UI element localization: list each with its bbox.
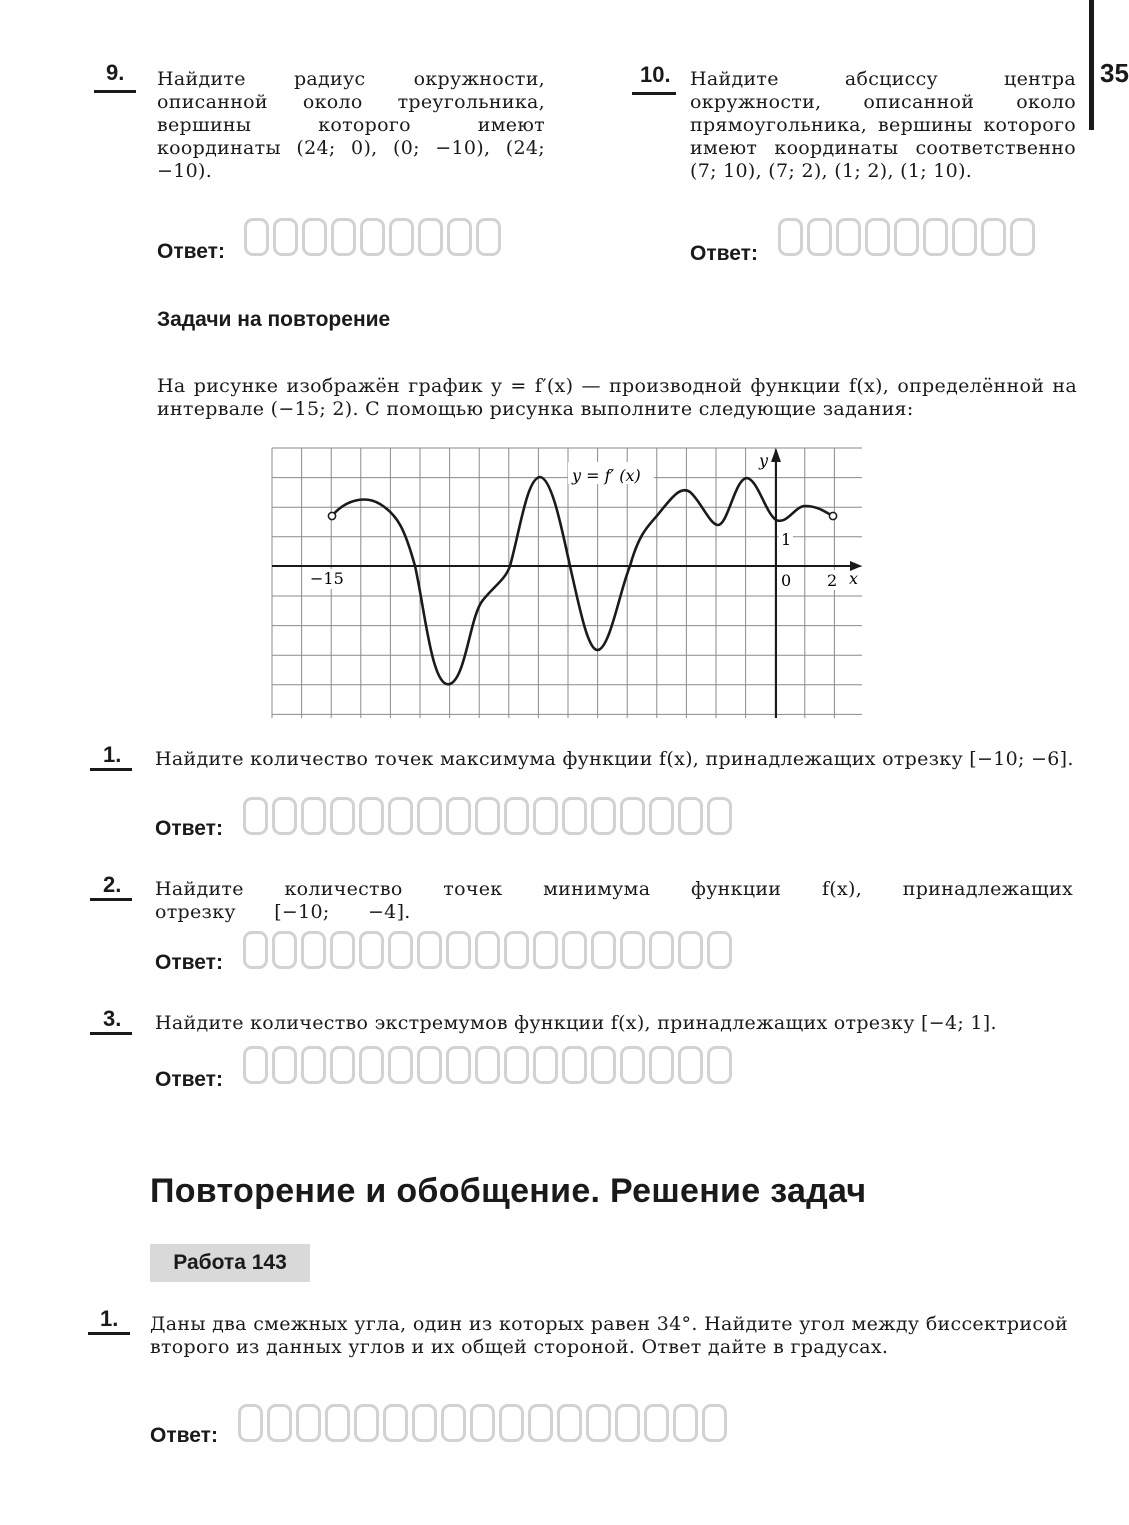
answer-cell[interactable] — [533, 797, 558, 835]
answer-cell[interactable] — [707, 797, 732, 835]
answer-cell[interactable] — [620, 1046, 645, 1084]
answer-cell[interactable] — [441, 1404, 466, 1442]
answer-cell[interactable] — [272, 797, 297, 835]
answer-cell[interactable] — [702, 1404, 727, 1442]
right-open-endpoint — [829, 512, 836, 519]
answer-cell[interactable] — [678, 1046, 703, 1084]
derivative-curve — [332, 477, 833, 684]
answer-cell[interactable] — [707, 1046, 732, 1084]
answer-cell[interactable] — [359, 931, 384, 969]
answer-cell[interactable] — [504, 797, 529, 835]
answer-cell[interactable] — [475, 1046, 500, 1084]
y-axis-arrow — [771, 448, 781, 462]
answer-cell[interactable] — [301, 797, 326, 835]
answer-cell[interactable] — [412, 1404, 437, 1442]
question-1-underline — [90, 768, 132, 771]
answer-cell[interactable] — [533, 1046, 558, 1084]
answer-cell[interactable] — [649, 931, 674, 969]
answer-cell[interactable] — [649, 1046, 674, 1084]
answer-cell[interactable] — [359, 1046, 384, 1084]
answer-cell[interactable] — [475, 797, 500, 835]
answer-cell[interactable] — [499, 1404, 524, 1442]
answer-cell[interactable] — [620, 931, 645, 969]
answer-cell[interactable] — [562, 797, 587, 835]
work-task-1-text: Даны два смежных угла, один из которых равен 34°. Найдите угол между биссектрисой второго из данных углов и их общей стороной. Ответ дайте в градусах. — [150, 1313, 1068, 1358]
left-open-endpoint — [328, 512, 335, 519]
question-3-number: 3. — [103, 1006, 122, 1031]
tick-one: 1 — [781, 530, 792, 549]
task-9-answer-label: Ответ: — [157, 240, 225, 263]
review-intro: На рисунке изображён график y = f′(x) — производной функции f(x), определённой на интервале (−15; 2). С помощью рисунка выполните следующие задания: — [157, 375, 1077, 420]
answer-cell[interactable] — [649, 797, 674, 835]
answer-cell[interactable] — [243, 797, 268, 835]
answer-cell[interactable] — [330, 931, 355, 969]
x-axis-label: x — [849, 569, 859, 588]
answer-cell[interactable] — [296, 1404, 321, 1442]
answer-cell[interactable] — [301, 1046, 326, 1084]
answer-cell[interactable] — [359, 797, 384, 835]
answer-cell[interactable] — [354, 1404, 379, 1442]
question-3-underline — [90, 1032, 132, 1035]
work-task-1-answer-label: Ответ: — [150, 1424, 218, 1447]
answer-cell[interactable] — [557, 1404, 582, 1442]
answer-cell[interactable] — [417, 931, 442, 969]
answer-cell[interactable] — [615, 1404, 640, 1442]
question-2-answer-cells[interactable] — [243, 931, 736, 969]
answer-cell[interactable] — [417, 797, 442, 835]
question-2-answer-label: Ответ: — [155, 951, 223, 974]
question-1-text: Найдите количество точек максимума функции f(x), принадлежащих отрезку [−10; −6]. — [155, 748, 1074, 770]
work-label-badge: Работа 143 — [150, 1244, 310, 1282]
task-10-answer-label: Ответ: — [690, 242, 758, 265]
answer-cell[interactable] — [243, 1046, 268, 1084]
answer-cell[interactable] — [446, 1046, 471, 1084]
answer-cell[interactable] — [644, 1404, 669, 1442]
answer-cell[interactable] — [272, 931, 297, 969]
task-9-number: 9. — [106, 60, 125, 85]
answer-cell[interactable] — [330, 797, 355, 835]
question-3-text: Найдите количество экстремумов функции f(x), принадлежащих отрезку [−4; 1]. — [155, 1012, 997, 1034]
work-task-1-underline — [88, 1332, 130, 1335]
answer-cell[interactable] — [591, 797, 616, 835]
answer-cell[interactable] — [707, 931, 732, 969]
question-3-answer-cells[interactable] — [243, 1046, 736, 1084]
section-title: Повторение и обобщение. Решение задач — [150, 1172, 867, 1210]
answer-cell[interactable] — [446, 931, 471, 969]
answer-cell[interactable] — [267, 1404, 292, 1442]
page-number: 35 — [1100, 58, 1129, 88]
answer-cell[interactable] — [475, 931, 500, 969]
answer-cell[interactable] — [528, 1404, 553, 1442]
question-3-answer-label: Ответ: — [155, 1068, 223, 1091]
answer-cell[interactable] — [533, 931, 558, 969]
answer-cell[interactable] — [678, 797, 703, 835]
tick-two: 2 — [827, 571, 838, 590]
question-1-answer-label: Ответ: — [155, 817, 223, 840]
answer-cell[interactable] — [272, 1046, 297, 1084]
answer-cell[interactable] — [325, 1404, 350, 1442]
question-2-number: 2. — [103, 872, 122, 897]
work-task-1-answer-cells[interactable] — [238, 1404, 731, 1442]
question-2-text: Найдите количество точек минимума функции f(x), принадлежащих отрезку [−10; −4]. — [155, 878, 1073, 923]
answer-cell[interactable] — [301, 931, 326, 969]
answer-cell[interactable] — [562, 931, 587, 969]
answer-cell[interactable] — [470, 1404, 495, 1442]
answer-cell[interactable] — [417, 1046, 442, 1084]
answer-cell[interactable] — [591, 931, 616, 969]
function-label: y = f′ (x) — [572, 466, 641, 485]
answer-cell[interactable] — [678, 931, 703, 969]
tick-zero: 0 — [781, 571, 792, 590]
y-axis-label: y — [759, 451, 769, 470]
answer-cell[interactable] — [388, 931, 413, 969]
answer-cell[interactable] — [673, 1404, 698, 1442]
answer-cell[interactable] — [388, 797, 413, 835]
answer-cell[interactable] — [243, 931, 268, 969]
answer-cell[interactable] — [238, 1404, 263, 1442]
question-1-number: 1. — [103, 742, 122, 767]
question-2-underline — [90, 898, 132, 901]
answer-cell[interactable] — [388, 1046, 413, 1084]
answer-cell[interactable] — [446, 797, 471, 835]
answer-cell[interactable] — [504, 931, 529, 969]
answer-cell[interactable] — [591, 1046, 616, 1084]
tick-minus15: −15 — [310, 569, 344, 588]
answer-cell[interactable] — [504, 1046, 529, 1084]
answer-cell[interactable] — [562, 1046, 587, 1084]
task-10-text: Найдите абсциссу центра окружности, описанной около прямоугольника, вершины которого имеют координаты соответственно (7; 10), (7; 2), (1; 2), (1; 10). — [690, 68, 1076, 182]
graph-grid — [272, 448, 862, 718]
work-task-1-number: 1. — [100, 1306, 119, 1331]
task-10-number: 10. — [640, 62, 671, 87]
answer-cell[interactable] — [383, 1404, 408, 1442]
task-9-text: Найдите радиус окружности, описанной около треугольника, вершины которого имеют координаты (24; 0), (0; −10), (24; −10). — [157, 68, 545, 182]
answer-cell[interactable] — [330, 1046, 355, 1084]
question-1-answer-cells[interactable] — [243, 797, 736, 835]
answer-cell[interactable] — [586, 1404, 611, 1442]
review-heading: Задачи на повторение — [157, 308, 391, 331]
answer-cell[interactable] — [620, 797, 645, 835]
